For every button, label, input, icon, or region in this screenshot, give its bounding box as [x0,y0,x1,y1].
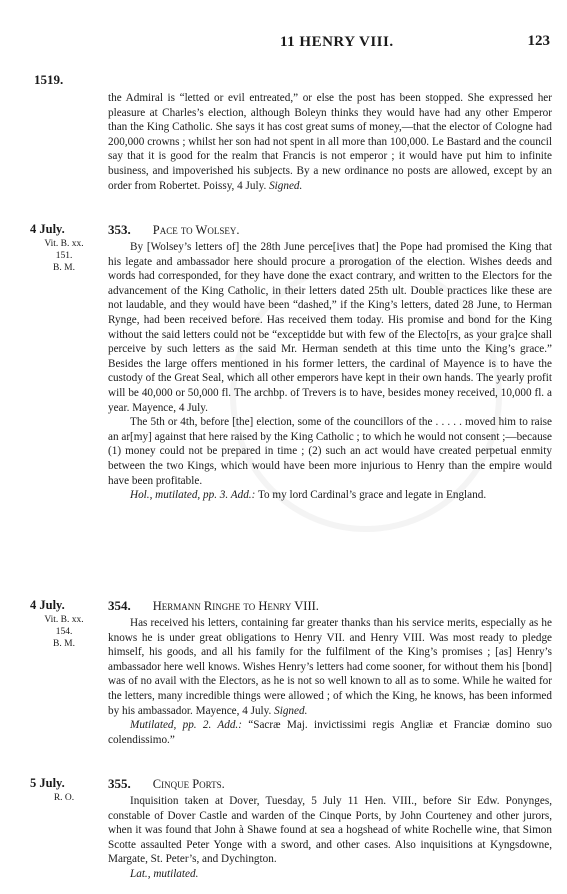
continuation-text [108,91,552,193]
entry-354-ref [34,614,94,650]
ref-line: B. M. [53,639,75,649]
entry-paragraph: The 5th or 4th, before [the] election, some of the councillors of the . . . . . moved him to raise an ar[my] against that here raised by the King Catholic ; to which he would not consent ;—because (1) money could not be prepared in time ; (2) such an act would have created perpetual enmity between the two Kings, which would have been more injurious to Henry than the empire would have been profitable. [108,416,552,487]
entry-number: 354. [108,598,131,613]
note-italic: Mutilated, pp. 2. Add.: [130,719,242,732]
entry-355-ref [34,792,94,804]
entry-title: Pace to Wolsey. [152,223,240,237]
entry-354-date: 4 July. [30,598,65,612]
ref-line: R. O. [53,793,75,803]
entry-number: 355. [108,776,131,791]
entry-353-heading [108,222,552,238]
year-marker: 1519. [34,72,64,87]
entry-354-heading [108,598,552,614]
running-head: 11 HENRY VIII. [280,34,394,50]
note-italic: Hol., mutilated, pp. 3. Add.: [130,489,256,502]
entry-355-heading [108,776,552,792]
ref-line: Vit. B. xx. [44,239,84,249]
entry-354-body [108,616,552,747]
continuation-signed: Signed. [269,179,303,192]
entry-paragraph: Inquisition taken at Dover, Tuesday, 5 July 11 Hen. VIII., before Sir Edw. Ponynges, constable of Dover Castle and warden of the Cinque Ports, by John Courteney and other jurors, when it was found that John à Shawe found at sea a hogshead of white Rochelle wine, that Simon Scotte assaulted Peter Yonge with a sword, and other cases. Also inquisitions at Kyngsdowne, Margate, St. Peter’s, and Dychington. [108,795,552,866]
note-plain: “Sacræ Maj. invictissimi regis Angliæ et Franciæ domino suo colendissimo.” [108,719,552,746]
note-plain: To my lord Cardinal’s grace and legate in England. [255,489,487,502]
note-italic: Lat., mutilated. [130,867,199,880]
entry-paragraph: Has received his letters, containing far greater thanks than his service merits, especially as he knows he is under great obligations to Henry VII. and Henry VIII. Was most ready to pledge himself, his goods, and all his family for the fulfilment of the King’s promises ; [as] Henry’s ambassador here well knows. Wishes Henry’s letters had come sooner, for without them his [bond] was of no avail with the Electors, as he is not so well known to all as to some. While he waited for the letters, many incredible things were allowed ; of which the King, he knows, has been informed by his ambassador. Mayence, 4 July. [108,617,552,717]
ref-line: Vit. B. xx. [44,615,84,625]
entry-title: Hermann Ringhe to Henry VIII. [152,599,319,613]
entry-note [108,488,552,503]
entry-signed: Signed. [274,704,308,717]
entry-paragraph: By [Wolsey’s letters of] the 28th June perce[ives that] the Pope had promised the King that his legate and ambassador here should procure a prorogation of the election. Wishes deeds and words had corresponded, for they have done the exact contrary, and written to the Electors for the advancement of the King Catholic, in their letters dated 25th ult. Double practices like these are not laudable, and they would have been “dashed,” if the King’s letters, dated 28 June, to Herman Rynge, had been received before. Has received them today. His promise and bond for the King without the said letters could not be “exceptidde but with few of the Electo[rs, as your gra]ce shall perceive by such letters as the said Mr. Herman sendeth at this time unto the King’s grace.” Besides the large offers mentioned in his former letters, the cardinal of Mayence is to have the custody of the Great Seal, which all other emperors have kept in their own hands. The yearly profit will be 40,000 or 50,000 fl. The archbp. of Trevers is to have, besides money received, 10,000 fl. a year. Mayence, 4 July. [108,241,552,414]
entry-355-body [108,794,552,882]
entry-353-date: 4 July. [30,222,65,236]
entry-number: 353. [108,222,131,237]
ref-line: 151. [55,251,73,261]
ref-line: 154. [55,627,73,637]
entry-353-ref [34,238,94,274]
continuation-body: the Admiral is “letted or evil entreated,” or else the post has been stopped. She expressed her pleasure at Charles’s election, although Boleyn thinks they would have had any other Emperor than the King Catholic. She says it has cost great sums of money,—that the elector of Cologne had 200,000 crowns ; whilst her son had not spent in all more than 100,000. Le Bastard and the council say that it is good for the realm that Francis is not emperor ; it would have put him to infinite business, and impoverished his subjects. By a new ordinance no posts are allowed, except by an order from Robertet. Poissy, 4 July. [108,92,552,192]
entry-355-date: 5 July. [30,776,65,790]
ref-line: B. M. [53,263,75,273]
entry-note [108,867,552,882]
entry-title: Cinque Ports. [152,777,225,791]
entry-note [108,718,552,747]
page-number: 123 [527,33,550,49]
entry-353-body [108,240,552,503]
